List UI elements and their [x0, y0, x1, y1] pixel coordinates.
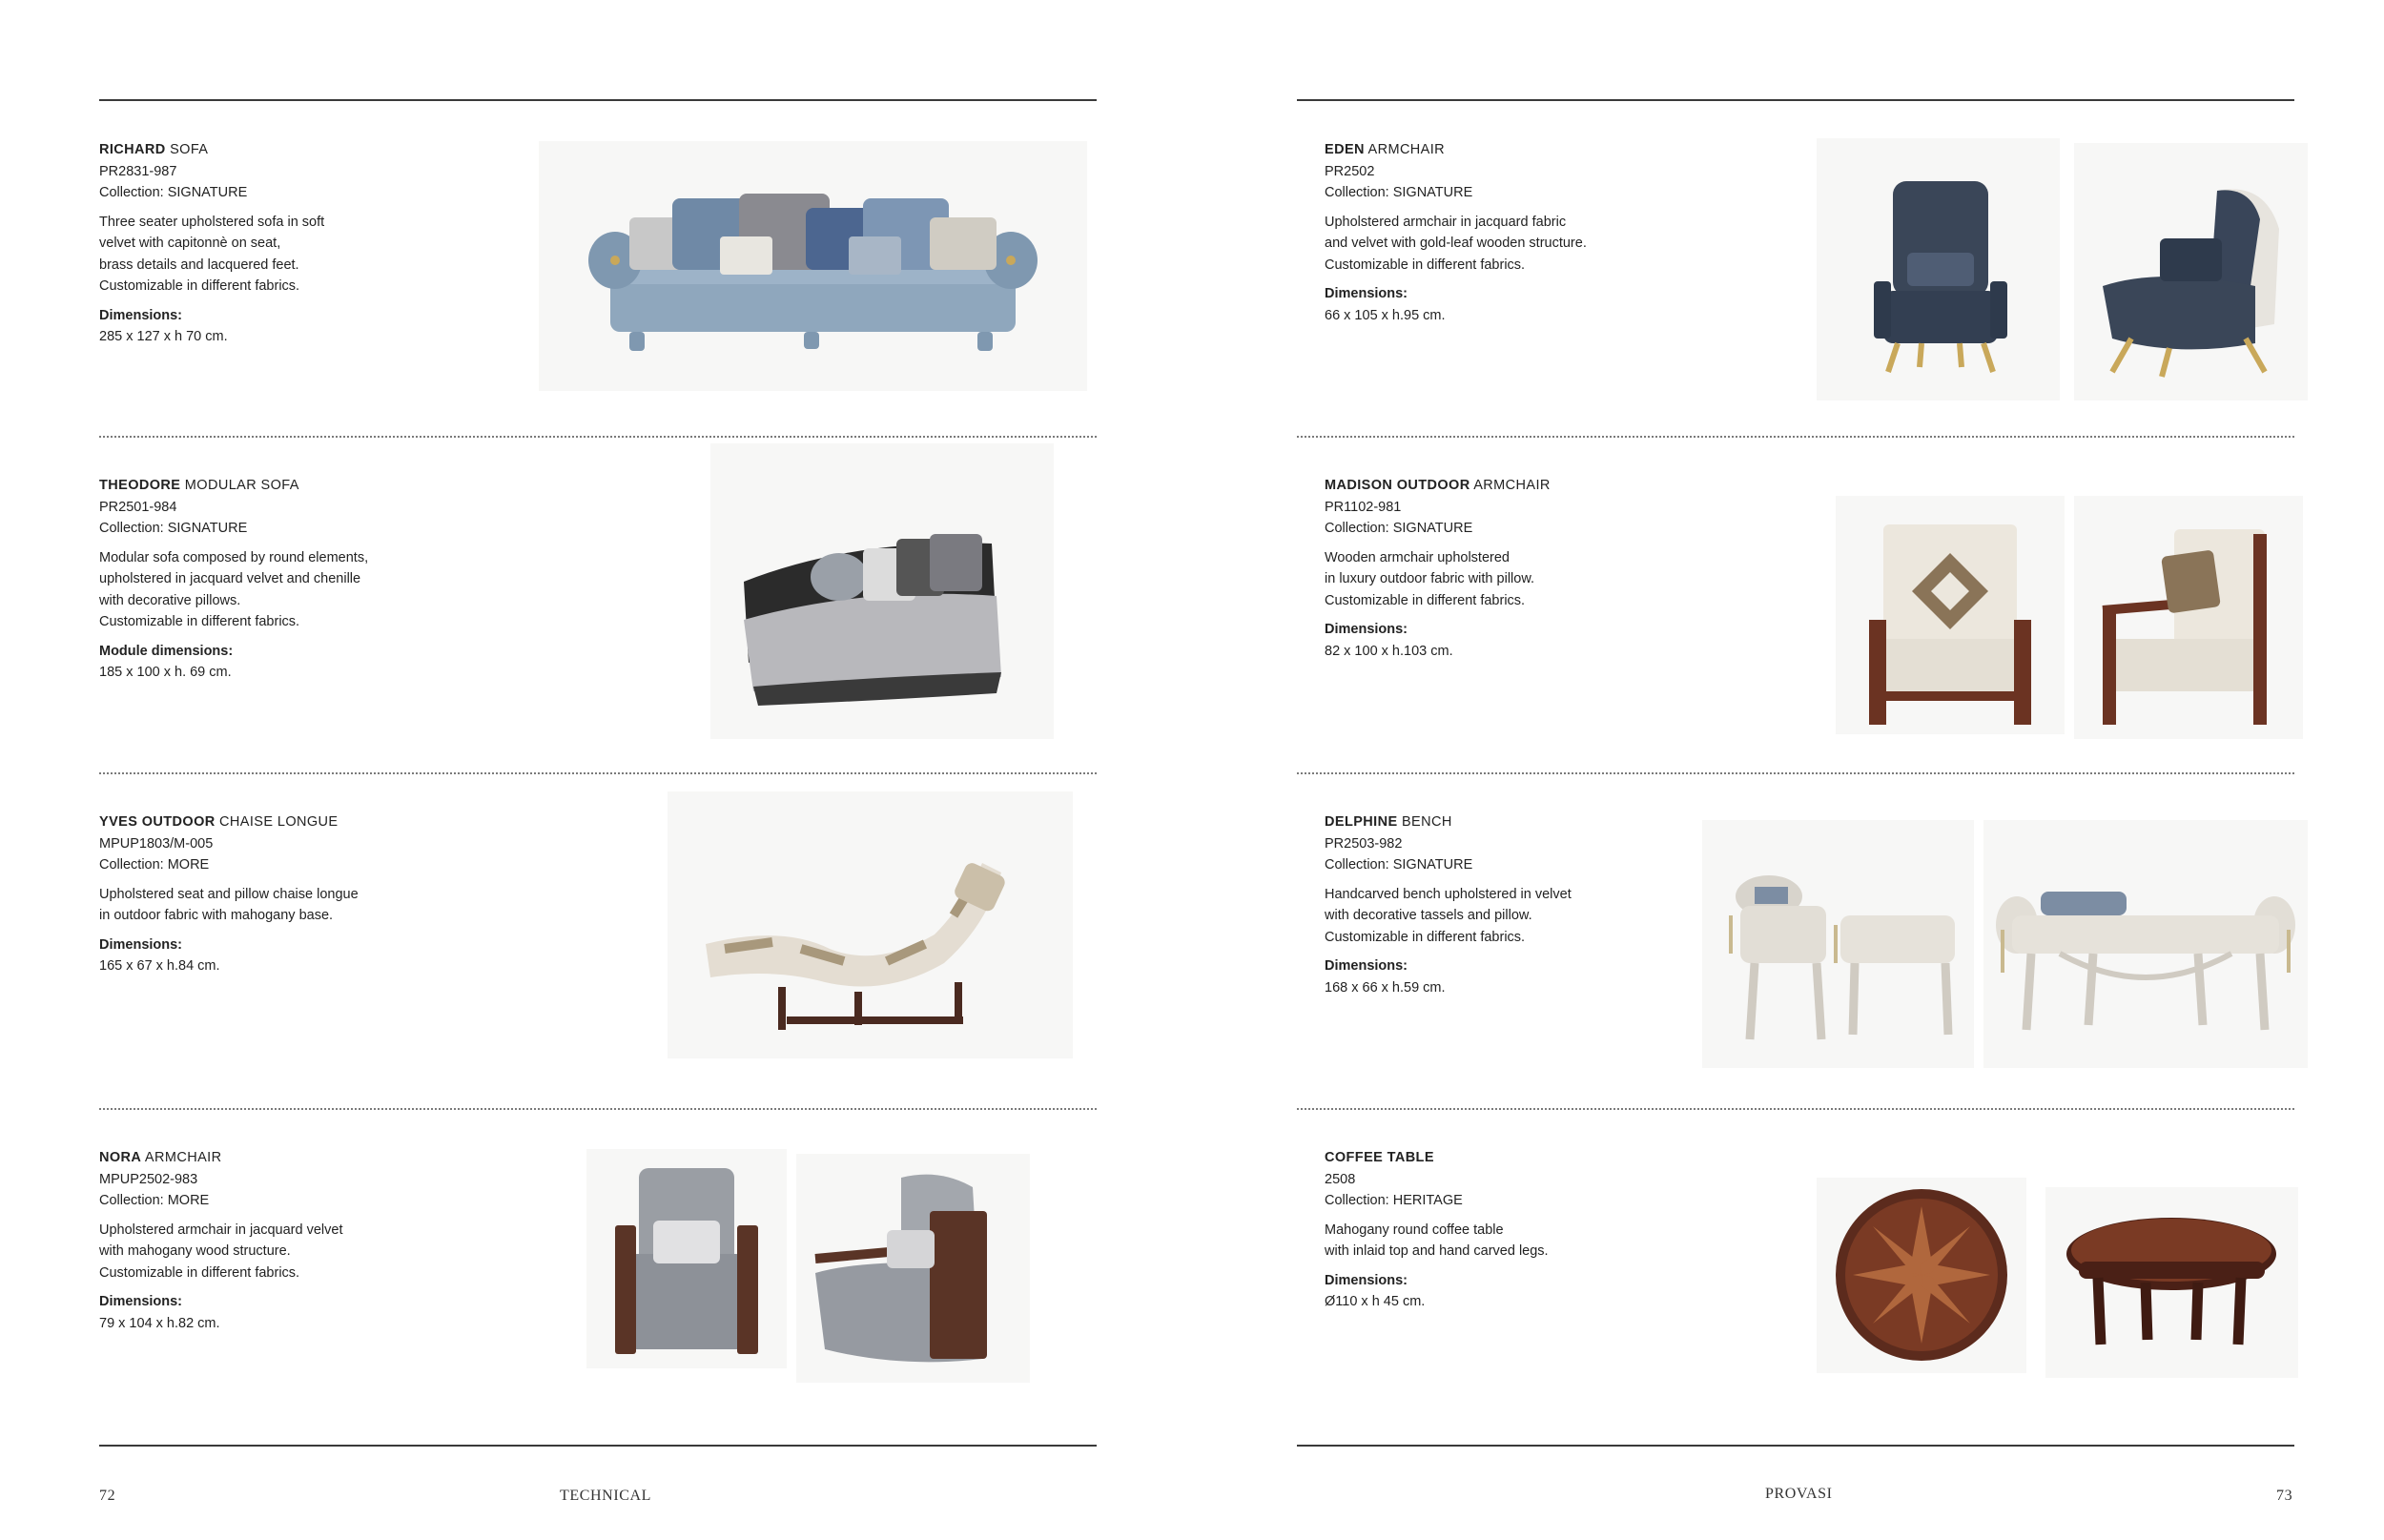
product-name: THEODORE	[99, 478, 181, 493]
product-type: ARMCHAIR	[1469, 478, 1551, 493]
delphine-bench-photo-angle	[1702, 820, 1974, 1068]
page-number-right: 73	[2276, 1488, 2293, 1504]
coffee-table-photo-side	[2045, 1187, 2298, 1378]
description-line: upholstered in jacquard velvet and chenille	[99, 571, 361, 586]
dimensions-value: 165 x 67 x h.84 cm.	[99, 958, 220, 974]
eden-armchair-photo-front	[1817, 138, 2060, 400]
product-collection: Collection: SIGNATURE	[1325, 521, 1473, 536]
product-name: MADISON OUTDOOR	[1325, 478, 1470, 493]
product-code: PR2831-987	[99, 163, 177, 179]
dimensions-label: Dimensions:	[1325, 958, 1408, 974]
description-line: Upholstered seat and pillow chaise longue	[99, 886, 359, 902]
product-description	[99, 547, 633, 633]
divider-right-2	[1297, 772, 2294, 774]
dimensions-value: 168 x 66 x h.59 cm.	[1325, 979, 1446, 996]
eden-armchair-photo-side	[2074, 143, 2308, 400]
product-entry-theodore-sofa	[99, 475, 633, 684]
product-description	[99, 884, 633, 927]
dimensions-value: 79 x 104 x h.82 cm.	[99, 1315, 220, 1331]
description-line: Wooden armchair upholstered	[1325, 549, 1510, 565]
product-code: 2508	[1325, 1171, 1356, 1187]
description-line: Mahogany round coffee table	[1325, 1222, 1504, 1238]
description-line: velvet with capitonnè on seat,	[99, 236, 281, 251]
dimensions-label: Dimensions:	[1325, 1272, 1408, 1288]
product-description	[1325, 1220, 1859, 1263]
page-number-left: 72	[99, 1488, 116, 1504]
description-line: Customizable in different fabrics.	[1325, 592, 1526, 608]
dimensions-value: 285 x 127 x h 70 cm.	[99, 329, 228, 344]
product-description	[1325, 212, 1859, 277]
dimensions-value: 82 x 100 x h.103 cm.	[1325, 643, 1453, 659]
divider-left-2	[99, 772, 1097, 774]
yves-chaise-photo	[668, 791, 1073, 1058]
product-name: EDEN	[1325, 142, 1365, 157]
product-collection: Collection: SIGNATURE	[99, 521, 248, 536]
description-line: in luxury outdoor fabric with pillow.	[1325, 571, 1535, 586]
richard-sofa-photo	[539, 141, 1087, 391]
dimensions-value: 66 x 105 x h.95 cm.	[1325, 307, 1446, 323]
product-collection: Collection: MORE	[99, 1193, 210, 1208]
madison-armchair-photo-side	[2074, 496, 2303, 739]
description-line: Upholstered armchair in jacquard velvet	[99, 1222, 343, 1238]
product-description	[99, 1220, 633, 1284]
product-collection: Collection: SIGNATURE	[99, 185, 248, 200]
dimensions-label: Dimensions:	[1325, 622, 1408, 637]
product-collection: Collection: HERITAGE	[1325, 1193, 1463, 1208]
dimensions-value: 185 x 100 x h. 69 cm.	[99, 665, 232, 680]
product-code: PR1102-981	[1325, 499, 1402, 515]
footer-label-provasi: PROVASI	[1765, 1486, 1833, 1502]
product-entry-eden-armchair	[1325, 139, 1859, 326]
product-type: MODULAR SOFA	[180, 478, 299, 493]
description-line: brass details and lacquered feet.	[99, 257, 299, 273]
nora-armchair-photo-front	[586, 1149, 787, 1368]
description-line: and velvet with gold-leaf wooden structure.	[1325, 236, 1587, 251]
top-rule-right	[1297, 99, 2294, 101]
description-line: Customizable in different fabrics.	[1325, 929, 1526, 945]
dimensions-label: Dimensions:	[1325, 286, 1408, 301]
bottom-rule-right	[1297, 1445, 2294, 1447]
description-line: Customizable in different fabrics.	[99, 614, 300, 629]
delphine-bench-photo-front	[1983, 820, 2308, 1068]
description-line: Upholstered armchair in jacquard fabric	[1325, 214, 1567, 230]
dimensions-label: Dimensions:	[99, 936, 183, 953]
dimensions-value: Ø110 x h 45 cm.	[1325, 1294, 1426, 1309]
divider-left-1	[99, 436, 1097, 438]
description-line: with mahogany wood structure.	[99, 1243, 291, 1259]
product-type: ARMCHAIR	[141, 1150, 222, 1165]
product-code: MPUP2502-983	[99, 1171, 198, 1187]
description-line: Three seater upholstered sofa in soft	[99, 214, 325, 230]
product-name: YVES OUTDOOR	[99, 814, 216, 830]
description-line: Customizable in different fabrics.	[99, 278, 300, 294]
product-name: COFFEE TABLE	[1325, 1150, 1434, 1165]
product-entry-yves-chaise	[99, 811, 633, 977]
product-entry-coffee-table	[1325, 1147, 1859, 1313]
description-line: Customizable in different fabrics.	[99, 1264, 300, 1281]
product-entry-nora-armchair	[99, 1147, 633, 1334]
product-type: CHAISE LONGUE	[215, 814, 339, 830]
divider-left-3	[99, 1108, 1097, 1110]
product-name: RICHARD	[99, 142, 166, 157]
description-line: with decorative pillows.	[99, 592, 241, 608]
product-code: PR2501-984	[99, 499, 177, 515]
product-description	[1325, 547, 1859, 612]
nora-armchair-photo-side	[796, 1154, 1030, 1383]
madison-armchair-photo-front	[1836, 496, 2065, 734]
product-type: SOFA	[165, 142, 209, 157]
footer-label-technical: TECHNICAL	[560, 1488, 652, 1504]
description-line: with inlaid top and hand carved legs.	[1325, 1243, 1549, 1259]
dimensions-label: Module dimensions:	[99, 643, 234, 659]
product-collection: Collection: SIGNATURE	[1325, 185, 1473, 200]
product-code: PR2502	[1325, 163, 1375, 179]
divider-right-1	[1297, 436, 2294, 438]
description-line: with decorative tassels and pillow.	[1325, 908, 1532, 923]
description-line: Customizable in different fabrics.	[1325, 257, 1526, 273]
dimensions-label: Dimensions:	[99, 307, 183, 323]
theodore-sofa-photo	[710, 443, 1054, 739]
product-code: MPUP1803/M-005	[99, 835, 214, 852]
product-type: ARMCHAIR	[1364, 142, 1446, 157]
description-line: in outdoor fabric with mahogany base.	[99, 908, 334, 923]
description-line: Handcarved bench upholstered in velvet	[1325, 886, 1572, 902]
product-collection: Collection: SIGNATURE	[1325, 857, 1473, 873]
product-collection: Collection: MORE	[99, 857, 210, 873]
product-name: NORA	[99, 1150, 142, 1165]
bottom-rule-left	[99, 1445, 1097, 1447]
top-rule-left	[99, 99, 1097, 101]
divider-right-3	[1297, 1108, 2294, 1110]
coffee-table-photo-top	[1817, 1178, 2026, 1373]
description-line: Modular sofa composed by round elements,	[99, 549, 369, 565]
product-code: PR2503-982	[1325, 835, 1403, 852]
product-type: BENCH	[1397, 814, 1452, 830]
product-name: DELPHINE	[1325, 814, 1398, 830]
product-entry-madison-armchair	[1325, 475, 1859, 662]
dimensions-label: Dimensions:	[99, 1294, 183, 1309]
